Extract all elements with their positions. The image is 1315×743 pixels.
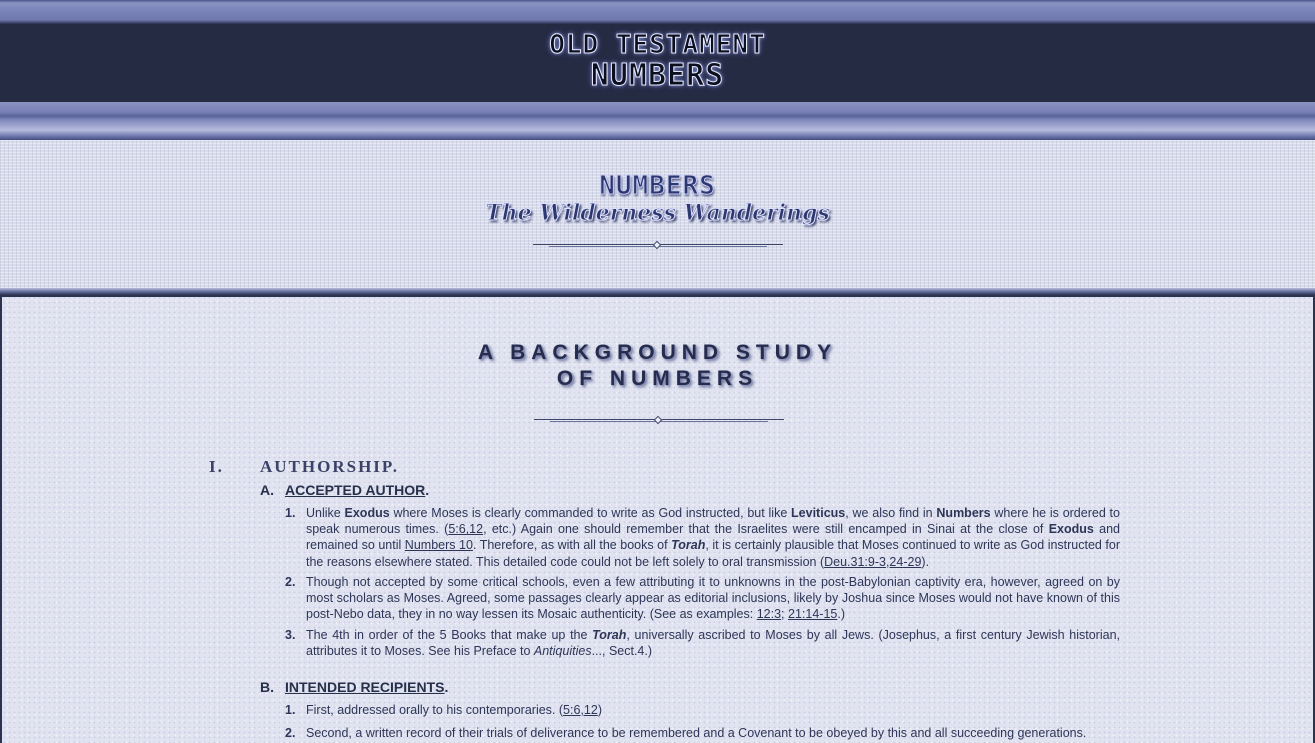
scripture-link[interactable]: 21:14-15 — [788, 607, 838, 622]
subsection-heading-intended-recipients: B. INTENDED RECIPIENTS. — [260, 679, 449, 695]
subsection-title: ACCEPTED AUTHOR — [285, 482, 426, 498]
item-text: The 4th in order of the 5 Books that make up the Torah, universally ascribed to Moses by all Jews. (Josephus, a first century Jewish historian, attributes it to Moses. See his Preface to Antiquities..., Sect.4.) — [306, 628, 1120, 659]
top-strip — [0, 0, 1315, 24]
item-number: 1. — [285, 506, 296, 520]
study-title — [2, 340, 1313, 392]
item-text: Second, a written record of their trials of deliverance to be remembered and a Covenant to be obeyed by this and all succeeding generations. — [306, 726, 1087, 740]
diamond-icon — [654, 416, 662, 424]
scripture-link[interactable]: 12:3 — [756, 607, 782, 622]
site-banner — [0, 24, 1315, 102]
list-item — [285, 574, 1120, 623]
item-number: 2. — [285, 726, 296, 740]
ornamental-divider — [534, 417, 784, 424]
scripture-link[interactable]: 5:6,12 — [563, 703, 598, 717]
scripture-link[interactable]: 5:6,12 — [448, 522, 484, 537]
section-heading-authorship — [209, 457, 399, 477]
banner-title-line1: OLD TESTAMENT — [549, 30, 766, 60]
item-text: First, addressed orally to his contemporaries. (5:6,12) — [306, 703, 602, 717]
subheader-bottom-strip — [0, 288, 1315, 295]
scripture-link[interactable]: Numbers 10 — [404, 538, 473, 553]
item-number: 1. — [285, 703, 296, 717]
list-item — [285, 627, 1120, 659]
scripture-link[interactable]: Deu.31:9-3,24-29 — [824, 554, 922, 569]
banner-title-line2: NUMBERS — [590, 58, 725, 93]
study-title-line1: A BACKGROUND STUDY — [477, 341, 838, 364]
study-title-line2: OF NUMBERS — [556, 367, 759, 390]
subsection-title: INTENDED RECIPIENTS — [285, 679, 445, 695]
banner-bottom-strip — [0, 102, 1315, 140]
list-item — [285, 725, 1120, 741]
item-text: Unlike Exodus where Moses is clearly commanded to write as God instructed, but like Leviticus, we also find in Numbers where he is ordered to speak numerous times. (5:6,12, etc.) Again one should remember that the Israelites were still encamped in Sinai at the close of Exodus and remained so until Numbers 10. Therefore, as with all the books of Torah, it is certainly plausible that Moses continued to write as God instructed for the reasons elsewhere stated. This detailed code could not be left solely to oral transmission (Deu.31:9-3,24-29). — [306, 506, 1120, 569]
subsection-letter: B. — [260, 679, 274, 695]
item-number: 3. — [285, 628, 296, 642]
book-title: NUMBERS — [599, 171, 716, 201]
section-title: AUTHORSHIP. — [260, 457, 399, 476]
subsection-letter: A. — [260, 482, 274, 498]
ornamental-divider — [533, 242, 783, 249]
book-tagline: The Wilderness Wanderings — [485, 200, 830, 226]
study-content — [0, 295, 1315, 743]
book-subheader — [0, 140, 1315, 288]
diamond-icon — [652, 241, 660, 249]
item-text: Though not accepted by some critical schools, even a few attributing it to unknowns in the post-Babylonian captivity era, however, agreed on by most scholars as Moses. Agreed, some passages clearly appear as editorial inclusions, likely by Joshua since Moses would not have known of this post-Nebo data, they in no way lessen its Mosaic authenticity. (See as examples: 12:3; 21:14-15.) — [306, 575, 1120, 622]
list-item — [285, 702, 1120, 718]
list-item — [285, 505, 1120, 570]
item-number: 2. — [285, 575, 296, 589]
subsection-heading-accepted-author: A. ACCEPTED AUTHOR. — [260, 482, 430, 498]
section-numeral: I. — [209, 457, 224, 476]
